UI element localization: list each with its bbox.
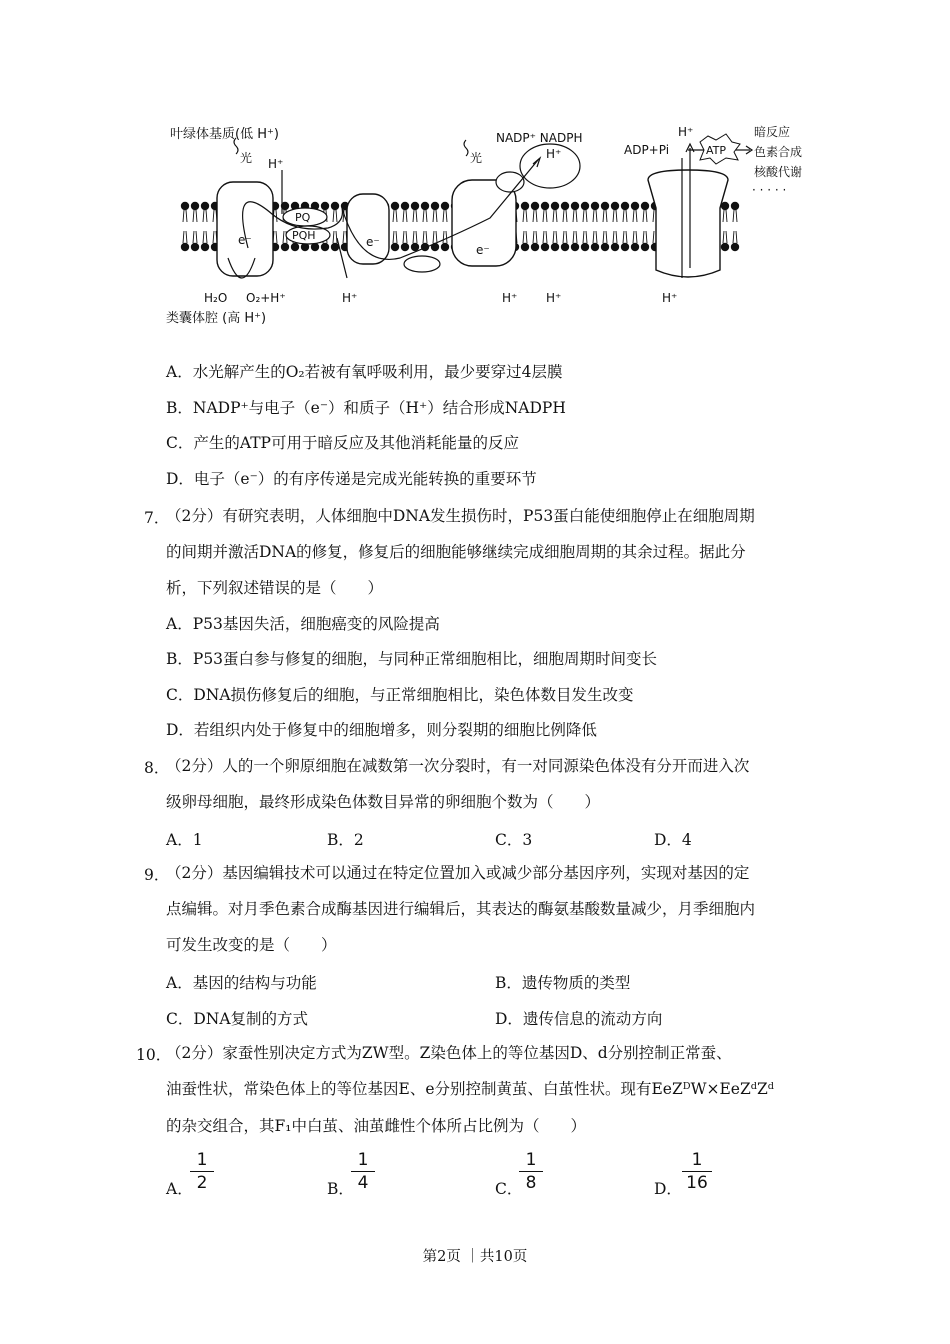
pq-label: PQ <box>295 211 311 224</box>
q9-stem-line1: （2分）基因编辑技术可以通过在特定位置加入或减少部分基因序列，实现对基因的定 <box>166 864 750 882</box>
q7-option-d: D．若组织内处于修复中的细胞增多，则分裂期的细胞比例降低 <box>166 721 597 739</box>
q7-option-c: C．DNA损伤修复后的细胞，与正常细胞相比，染色体数目发生改变 <box>166 686 634 704</box>
q10-fraction-c <box>519 1150 543 1193</box>
o2-label: O₂+H⁺ <box>246 291 286 305</box>
stroma-label: 叶绿体基质(低 H⁺) <box>170 127 279 142</box>
q10-option-c: C． <box>495 1180 523 1198</box>
q9-stem-line2: 点编辑。对月季色素合成酶基因进行编辑后，其表达的酶氨基酸数量减少，月季细胞内 <box>166 900 756 918</box>
q8-stem-line1: （2分）人的一个卵原细胞在减数第一次分裂时，有一对同源染色体没有分开而进入次 <box>166 757 750 775</box>
fraction-numerator: 1 <box>525 1150 537 1170</box>
fraction-denominator: 8 <box>525 1173 537 1193</box>
fraction-numerator: 1 <box>691 1150 703 1170</box>
adp-label: ADP+Pi <box>624 143 670 157</box>
q10-option-a: A． <box>166 1180 193 1198</box>
q6-option-c: C．产生的ATP可用于暗反应及其他消耗能量的反应 <box>166 434 519 452</box>
q9-stem-line3: 可发生改变的是（ ） <box>166 936 337 954</box>
h2o-label: H₂O <box>204 291 228 305</box>
q10-stem-line1: （2分）家蚕性别决定方式为ZW型。Z染色体上的等位基因D、d分别控制正常蚕、 <box>166 1044 732 1062</box>
q8-option-d: D．4 <box>654 831 692 849</box>
psii-complex <box>217 182 273 276</box>
q6-option-a: A．水光解产生的O₂若被有氧呼吸利用，最少要穿过4层膜 <box>166 363 563 381</box>
hplus-2: H⁺ <box>342 291 358 305</box>
electron-label-1: e⁻ <box>238 233 252 247</box>
nadp-label: NADP⁺ NADPH <box>496 131 583 145</box>
q6-option-d: D．电子（e⁻）的有序传递是完成光能转换的重要环节 <box>166 470 537 488</box>
q10-option-b: B． <box>327 1180 354 1198</box>
q8-stem-line2: 级卵母细胞，最终形成染色体数目异常的卵细胞个数为（ ） <box>166 793 601 811</box>
pqh-label: PQH <box>292 229 316 242</box>
hplus-3: H⁺ <box>502 291 518 305</box>
electron-label-3: e⁻ <box>476 243 490 257</box>
hplus-5: H⁺ <box>662 291 678 305</box>
right-label-2: 色素合成 <box>754 145 803 159</box>
atp-synthase <box>648 170 728 277</box>
q7-option-b: B．P53蛋白参与修复的细胞，与同种正常细胞相比，细胞周期时间变长 <box>166 650 658 668</box>
q9-option-c: C．DNA复制的方式 <box>166 1010 309 1028</box>
fraction-numerator: 1 <box>357 1150 369 1170</box>
right-label-3: 核酸代谢 <box>754 165 803 179</box>
q8-option-b: B．2 <box>327 831 364 849</box>
light-label-2: 光 <box>470 151 483 165</box>
page-footer: 第2页 ｜共10页 <box>422 1249 528 1265</box>
hplus-1: H⁺ <box>268 157 284 171</box>
q7-stem-line2: 的间期并激活DNA的修复，修复后的细胞能够继续完成细胞周期的其余过程。据此分 <box>166 543 746 561</box>
fraction-denominator: 2 <box>196 1173 208 1193</box>
right-label-4: · · · · · <box>752 183 787 197</box>
hplus-4: H⁺ <box>546 291 562 305</box>
q8-option-a: A．1 <box>166 831 203 849</box>
q10-option-d: D． <box>654 1180 682 1198</box>
thylakoid-diagram <box>160 118 820 334</box>
q6-option-b: B．NADP⁺与电子（e⁻）和质子（H⁺）结合形成NADPH <box>166 399 566 417</box>
q7-number: 7． <box>144 509 170 527</box>
hplus-6: H⁺ <box>546 147 562 161</box>
q9-number: 9． <box>144 866 170 884</box>
fraction-numerator: 1 <box>196 1150 208 1170</box>
q9-option-d: D．遗传信息的流动方向 <box>495 1010 663 1028</box>
q8-number: 8． <box>144 759 170 777</box>
light-label-1: 光 <box>240 151 253 165</box>
fraction-denominator: 4 <box>357 1173 369 1193</box>
q10-number: 10． <box>136 1046 172 1064</box>
electron-label-2: e⁻ <box>366 235 380 249</box>
q10-stem-line2: 油蚕性状，常染色体上的等位基因E、e分别控制黄茧、白茧性状。现有EeZᴰW×EeZᵈZᵈ <box>166 1080 774 1098</box>
fraction-denominator: 16 <box>686 1173 708 1193</box>
q9-option-a: A．基因的结构与功能 <box>166 974 317 992</box>
q8-option-c: C．3 <box>495 831 533 849</box>
q10-fraction-a <box>190 1150 214 1193</box>
q10-fraction-b <box>351 1150 375 1193</box>
atp-label: ATP <box>706 144 727 157</box>
cytb6f-complex <box>347 194 389 264</box>
q10-fraction-d <box>682 1150 712 1193</box>
q7-option-a: A．P53基因失活，细胞癌变的风险提高 <box>166 615 440 633</box>
hplus-7: H⁺ <box>678 125 694 139</box>
right-label-1: 暗反应 <box>754 125 791 139</box>
q9-option-b: B．遗传物质的类型 <box>495 974 631 992</box>
q10-stem-line3: 的杂交组合，其F₁中白茧、油茧雌性个体所占比例为（ ） <box>166 1117 586 1135</box>
q7-stem-line1: （2分）有研究表明，人体细胞中DNA发生损伤时，P53蛋白能使细胞停止在细胞周期 <box>166 507 755 525</box>
lumen-label: 类囊体腔 (高 H⁺) <box>166 311 267 326</box>
pc-shape <box>404 256 440 272</box>
q7-stem-line3: 析，下列叙述错误的是（ ） <box>166 579 384 597</box>
